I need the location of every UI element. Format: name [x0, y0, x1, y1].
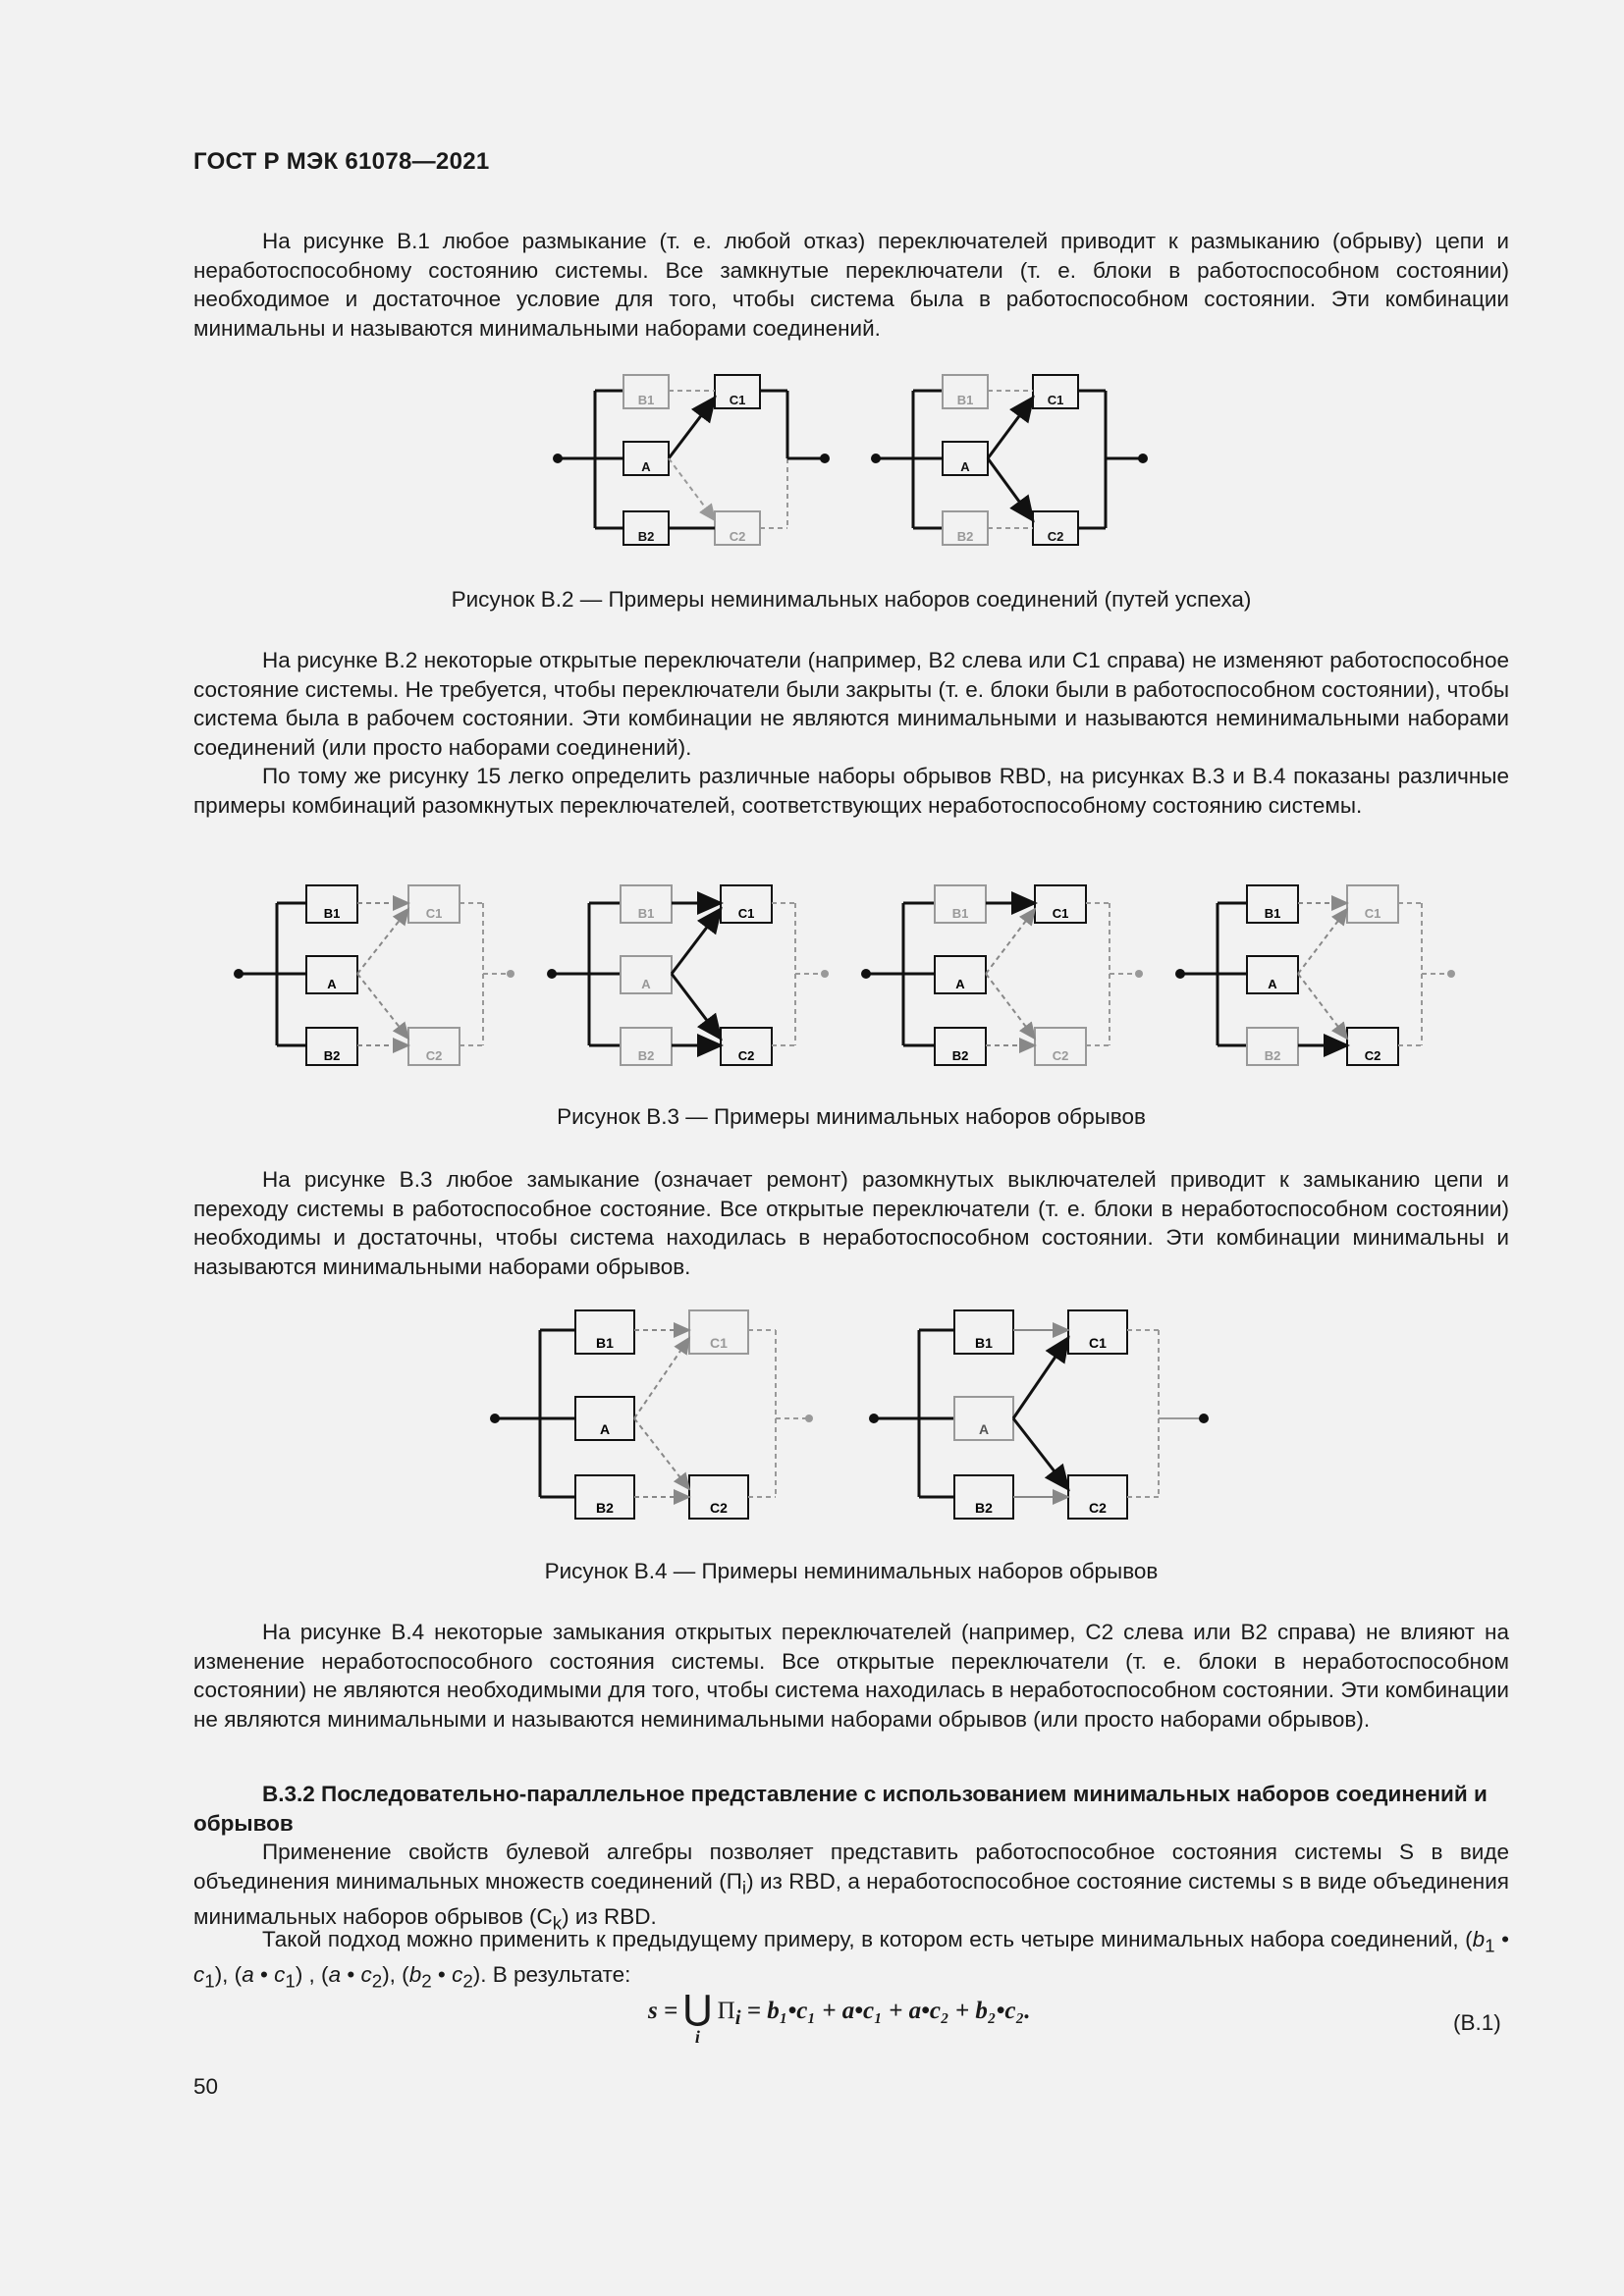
block-c2-label: C2: [729, 529, 746, 544]
block-c2-label: C2: [425, 1048, 443, 1063]
union-symbol: ⋃: [683, 1991, 712, 2027]
subscript-k: k: [552, 1912, 563, 1933]
block-b1-label: B1: [596, 1335, 614, 1351]
block-c1-label: C1: [425, 906, 443, 921]
sub-2: 2: [421, 1970, 432, 1992]
block-b1-label: B1: [637, 906, 655, 921]
equation-number: (В.1): [1453, 2010, 1501, 2035]
paragraph-1: [193, 227, 1509, 343]
block-b2-label: B2: [951, 1048, 969, 1063]
formula-term: b₂•c₂: [975, 1998, 1025, 2024]
figure-b2-right-diagram: [871, 375, 1148, 545]
var-b: b: [408, 1962, 422, 1987]
formula-term: a•c₁: [841, 1998, 883, 2024]
block-c1-label: C1: [710, 1335, 728, 1351]
plus-sign: +: [954, 1998, 970, 2024]
paragraph-3: [193, 762, 1509, 820]
paragraph-2: [193, 646, 1509, 762]
formula-eq: =: [663, 1998, 678, 2024]
figure-b3-diagram-2: [547, 885, 829, 1065]
figure-b2-caption: Рисунок В.2 — Примеры неминимальных наборов соединений (путей успеха): [451, 587, 1252, 612]
block-c2-label: C2: [1364, 1048, 1381, 1063]
sub-1: 1: [1485, 1935, 1495, 1956]
paragraph-4-text: На рисунке В.3 любое замыкание (означает ремонт) разомкнутых выключателей приводит к замыканию цепи и переходу системы в работоспособное состояние. Все открытые переключатели (т. е. блоки в неработоспособном состоянии) необходимы и достаточны, чтобы система находилась в неработоспособном состоянии. Эти комбинации минимальны и называются минимальными наборами обрывов.: [193, 1167, 1509, 1279]
paragraph-1-text: На рисунке В.1 любое размыкание (т. е. любой отказ) переключателей приводит к размыканию (обрыву) цепи и неработоспособному состоянию системы. Все замкнутые переключатели (т. е. блоки в работоспособном состоянии) необходимое и достаточное условие для того, чтобы система была в работоспособном состоянии. Эти комбинации минимальны и называются минимальными наборами соединений.: [193, 229, 1509, 341]
union-index: i: [694, 2027, 700, 2047]
block-a-label: A: [955, 977, 965, 991]
block-b2-label: B2: [637, 529, 655, 544]
paragraph-5: [193, 1618, 1509, 1734]
block-a-label: A: [327, 977, 337, 991]
figure-b2-left-diagram: [553, 375, 830, 545]
block-c1-label: C1: [1089, 1335, 1107, 1351]
var-c: c: [193, 1962, 205, 1987]
figure-b3-diagram-3: [861, 885, 1143, 1065]
paragraph-6-text-c: ) из RBD.: [562, 1903, 657, 1929]
block-c1-label: C1: [737, 906, 755, 921]
block-b1-label: B1: [637, 393, 655, 407]
plus-sign: +: [822, 1998, 837, 2024]
paragraph-4: [193, 1165, 1509, 1281]
block-c1-label: C1: [1364, 906, 1381, 921]
plus-sign: +: [889, 1998, 903, 2024]
figure-b2: [530, 363, 1178, 560]
dot-operator: •: [259, 1962, 268, 1987]
paragraph-3-text: По тому же рисунку 15 легко определить различные наборы обрывов RBD, на рисунках В.3 и В.4 показаны различные примеры комбинаций разомкнутых переключателей, соответствующих неработоспособному состоянию системы.: [193, 764, 1509, 818]
sub-1: 1: [204, 1970, 215, 1992]
var-a: a: [328, 1962, 342, 1987]
block-a-label: A: [978, 1421, 990, 1437]
block-c2-label: C2: [1052, 1048, 1069, 1063]
sub-2: 2: [462, 1970, 473, 1992]
formula-b1: [648, 1991, 1031, 2049]
document-header: ГОСТ Р МЭК 61078—2021: [193, 148, 490, 175]
block-c2-label: C2: [1047, 529, 1064, 544]
paragraph-7-text: Такой подход можно применить к предыдущему примеру, в котором есть четыре минимальных набора соединений, (: [262, 1927, 1473, 1951]
figure-b3: [226, 874, 1473, 1080]
var-b: b: [1472, 1927, 1486, 1951]
block-b1-label: B1: [1264, 906, 1281, 921]
paragraph-6-text-a: Применение свойств булевой алгебры позволяет представить работоспособное состояния системы S в виде объединения минимальных множеств соединений (П: [193, 1840, 1509, 1894]
paragraph-7-tail: В результате:: [492, 1962, 631, 1987]
block-b1-label: B1: [951, 906, 969, 921]
block-c1-label: C1: [1052, 906, 1069, 921]
sub-1: 1: [285, 1970, 296, 1992]
section-heading-b32: [193, 1780, 1509, 1838]
formula-s: s: [648, 1998, 658, 2024]
var-c: c: [360, 1962, 372, 1987]
block-c1-label: C1: [1047, 393, 1064, 407]
paragraph-6: [193, 1838, 1509, 1938]
pi-symbol: Π: [717, 1998, 735, 2024]
block-b1-label: B1: [975, 1335, 993, 1351]
figure-b3-diagram-4: [1175, 885, 1455, 1065]
block-c2-label: C2: [737, 1048, 755, 1063]
block-b2-label: B2: [323, 1048, 341, 1063]
var-c: c: [274, 1962, 286, 1987]
figure-b4-caption: Рисунок В.4 — Примеры неминимальных наборов обрывов: [544, 1559, 1159, 1583]
block-b2-label: B2: [1264, 1048, 1281, 1063]
block-c1-label: C1: [729, 393, 746, 407]
paragraph-2-text: На рисунке В.2 некоторые открытые переключатели (например, В2 слева или С1 справа) не изменяют работоспособное состояние системы. Не требуется, чтобы переключатели были закрыты (т. е. блоки были в работоспособном состоянии), чтобы система была в рабочем состоянии. Эти комбинации не являются минимальными и называются неминимальными наборами соединений (или просто наборами соединений).: [193, 648, 1509, 760]
subscript-i: i: [741, 1877, 747, 1897]
formula-end: .: [1024, 1998, 1031, 2024]
sub-2: 2: [371, 1970, 383, 1992]
formula-rhs-eq: =: [746, 1998, 761, 2024]
block-c2-label: C2: [710, 1500, 728, 1516]
dot-operator: •: [1501, 1927, 1509, 1951]
pi-index: i: [734, 2005, 741, 2029]
block-a-label: A: [641, 977, 651, 991]
block-a-label: A: [1268, 977, 1277, 991]
var-a: a: [242, 1962, 254, 1987]
block-a-label: A: [599, 1421, 611, 1437]
block-a-label: A: [641, 459, 651, 474]
block-b1-label: B1: [956, 393, 974, 407]
paragraph-7: Такой подход можно применить к предыдущему примеру, в котором есть четыре минимальных набора соединений, ($b_1$ • $c_1$), (a • $c_1$) , (a • $c_2$), ($b_2$ • $c_2$). В результате:: [193, 1927, 1509, 1992]
page-number: 50: [193, 2074, 219, 2099]
figure-b3-diagram-1: [234, 885, 514, 1065]
paragraph-5-text: На рисунке В.4 некоторые замыкания открытых переключателей (например, С2 слева или В2 справа) не влияют на изменение неработоспособного состояния системы. Все открытые переключатели (т. е. блоки в неработоспособном состоянии) не являются необходимыми для того, чтобы система находилась в неработоспособном состоянии. Эти комбинации не являются минимальными и называются неминимальными наборами обрывов (или просто наборами обрывов).: [193, 1620, 1509, 1732]
formula-term: b₁•c₁: [767, 1998, 817, 2024]
var-c: c: [452, 1962, 463, 1987]
block-b2-label: B2: [596, 1500, 614, 1516]
block-b1-label: B1: [323, 906, 341, 921]
dot-operator: •: [347, 1962, 355, 1987]
block-c2-label: C2: [1089, 1500, 1107, 1516]
block-b2-label: B2: [637, 1048, 655, 1063]
section-heading-text: В.3.2 Последовательно-параллельное представление с использованием минимальных наборов соединений и обрывов: [193, 1782, 1488, 1836]
block-b2-label: B2: [956, 529, 974, 544]
block-a-label: A: [960, 459, 970, 474]
dot-operator: •: [437, 1962, 446, 1987]
formula-term: a•c₂: [908, 1998, 949, 2024]
figure-b4-right-diagram: [869, 1310, 1209, 1519]
figure-b3-caption: Рисунок В.3 — Примеры минимальных наборов обрывов: [557, 1104, 1146, 1129]
block-b2-label: B2: [975, 1500, 993, 1516]
figure-b4-left-diagram: [490, 1310, 813, 1519]
paragraph-6-text-b: ) из RBD, а неработоспособное состояние системы s в виде объединения минимальных наборов обрывов (C: [193, 1868, 1509, 1929]
figure-b4: [481, 1301, 1227, 1536]
